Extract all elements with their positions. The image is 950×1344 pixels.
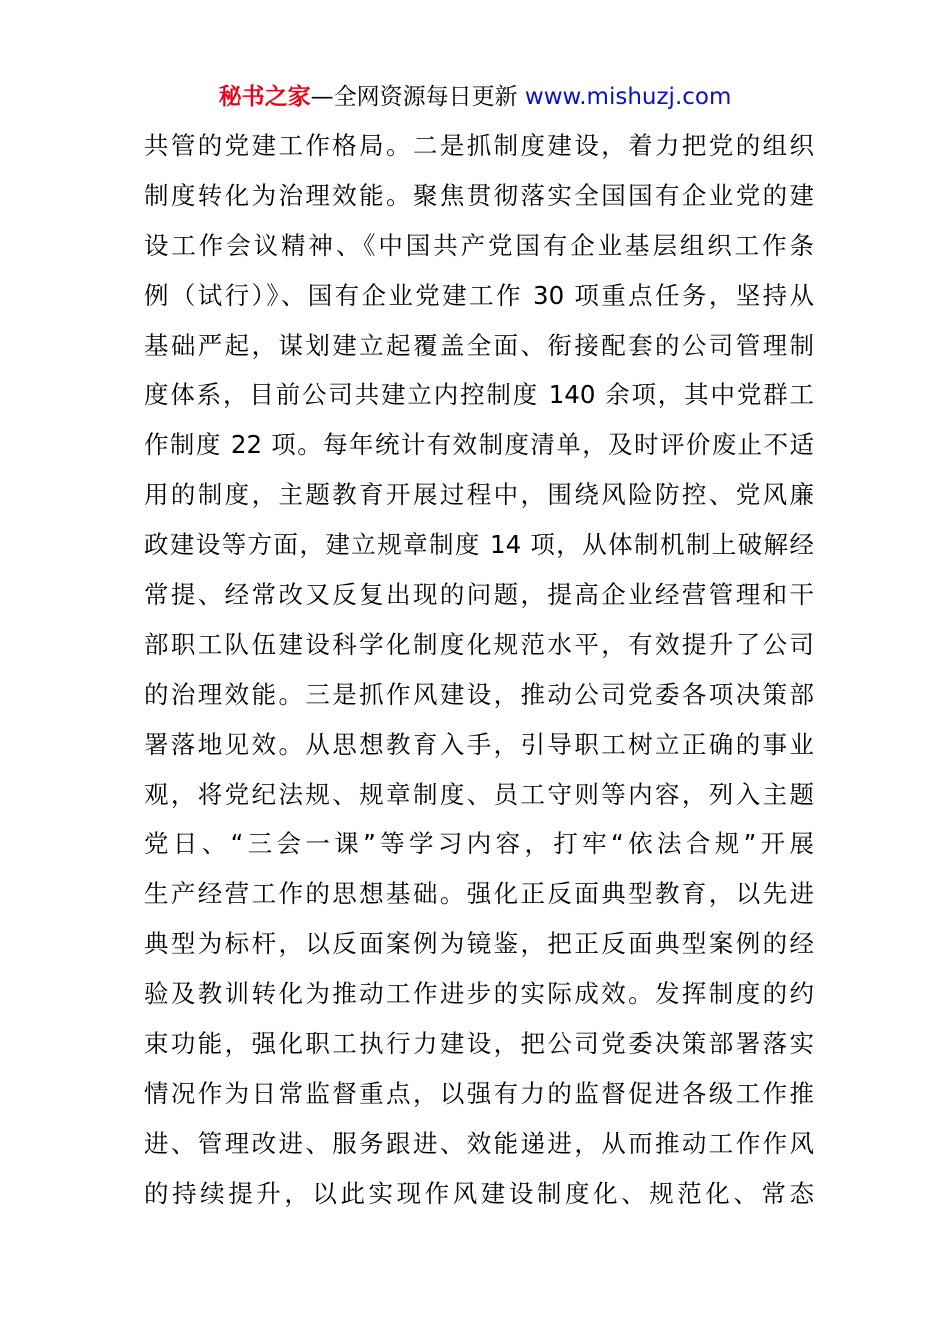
text-line: 用的制度，主题教育开展过程中，围绕风险防控、党风廉	[144, 480, 814, 510]
body-text	[144, 121, 814, 1219]
text-line: 的治理效能。三是抓作风建设，推动公司党委各项决策部	[144, 679, 814, 709]
text-line: 制度转化为治理效能。聚焦贯彻落实全国国有企业党的建	[144, 180, 814, 210]
text-line: 常提、经常改又反复出现的问题，提高企业经营管理和干	[144, 580, 814, 610]
site-url-link[interactable]: www.mishuzj.com	[524, 84, 732, 110]
page-header	[0, 80, 950, 114]
text-line: 典型为标杆，以反面案例为镜鉴，把正反面典型案例的经	[144, 929, 814, 959]
text-line: 生产经营工作的思想基础。强化正反面典型教育，以先进	[144, 879, 814, 909]
brand-name: 秘书之家	[218, 84, 311, 110]
text-line: 例（试行）》、国有企业党建工作 30 项重点任务，坚持从	[144, 280, 814, 310]
text-line: 设工作会议精神、《中国共产党国有企业基层组织工作条	[144, 230, 814, 260]
text-line: 政建设等方面，建立规章制度 14 项，从体制机制上破解经	[144, 530, 814, 560]
text-line: 共管的党建工作格局。二是抓制度建设，着力把党的组织	[144, 131, 814, 160]
text-line: 度体系，目前公司共建立内控制度 140 余项，其中党群工	[144, 380, 814, 410]
text-line: 束功能，强化职工执行力建设，把公司党委决策部署落实	[144, 1029, 814, 1059]
text-line: 观，将党纪法规、规章制度、员工守则等内容，列入主题	[144, 779, 814, 809]
text-line: 党日、“三会一课”等学习内容，打牢“依法合规”开展	[144, 829, 814, 859]
header-tagline: —全网资源每日更新	[310, 84, 518, 110]
text-line: 验及教训转化为推动工作进步的实际成效。发挥制度的约	[144, 979, 814, 1009]
text-line: 的持续提升，以此实现作风建设制度化、规范化、常态	[144, 1178, 814, 1208]
text-line: 署落地见效。从思想教育入手，引导职工树立正确的事业	[144, 729, 814, 759]
text-line: 基础严起，谋划建立起覆盖全面、衔接配套的公司管理制	[144, 330, 814, 360]
text-line: 情况作为日常监督重点，以强有力的监督促进各级工作推	[144, 1078, 814, 1108]
text-line: 作制度 22 项。每年统计有效制度清单，及时评价废止不适	[144, 430, 814, 460]
text-line: 部职工队伍建设科学化制度化规范水平，有效提升了公司	[144, 629, 814, 659]
text-line: 进、管理改进、服务跟进、效能递进，从而推动工作作风	[144, 1128, 814, 1158]
